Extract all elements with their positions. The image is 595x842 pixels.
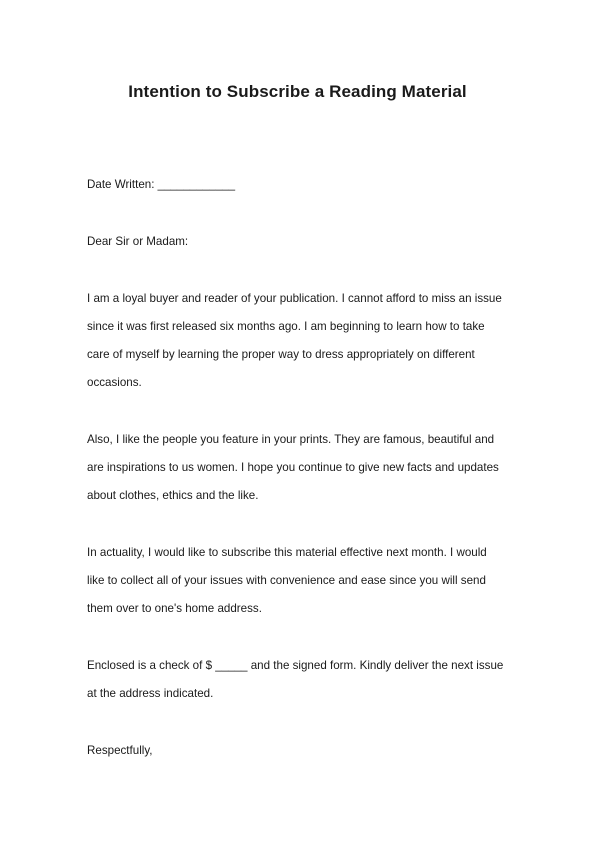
paragraph-line: I am a loyal buyer and reader of your publication. I cannot afford to miss an issue: [87, 292, 502, 305]
paragraph-line: about clothes, ethics and the like.: [87, 489, 259, 502]
paragraph-line: since it was first released six months ago. I am beginning to learn how to take: [87, 320, 485, 333]
paragraph-line: are inspirations to us women. I hope you continue to give new facts and updates: [87, 461, 499, 474]
date-written-line: Date Written: ____________: [87, 178, 236, 191]
paragraph-line: Enclosed is a check of $ _____ and the signed form. Kindly deliver the next issue: [87, 659, 504, 672]
paragraph-line: care of myself by learning the proper way to dress appropriately on different: [87, 348, 475, 361]
paragraph-line: occasions.: [87, 376, 142, 389]
paragraph-line: like to collect all of your issues with convenience and ease since you will send: [87, 574, 486, 587]
paragraph-line: Also, I like the people you feature in your prints. They are famous, beautiful and: [87, 433, 495, 446]
salutation: Dear Sir or Madam:: [87, 235, 189, 248]
paragraph-line: them over to one's home address.: [87, 602, 262, 615]
paragraph-line: In actuality, I would like to subscribe this material effective next month. I would: [87, 546, 487, 559]
closing: Respectfully,: [87, 744, 153, 757]
paragraph-line: at the address indicated.: [87, 687, 214, 700]
document-title: Intention to Subscribe a Reading Material: [128, 82, 467, 101]
